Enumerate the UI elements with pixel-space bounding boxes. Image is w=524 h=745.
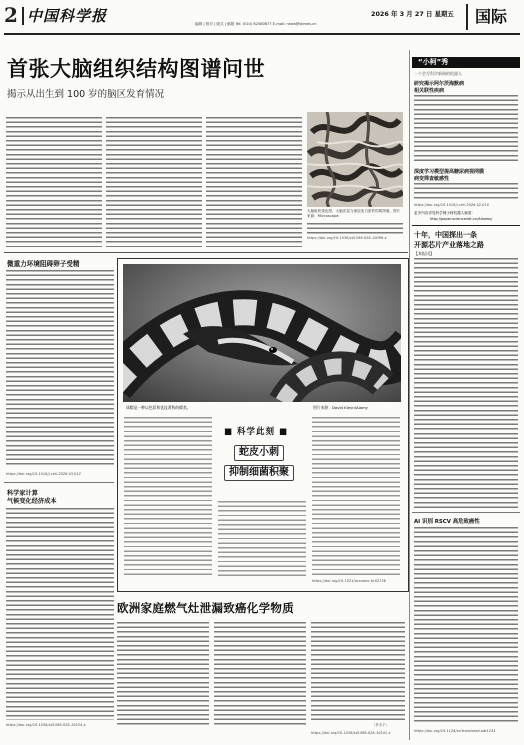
lead-headline: 首张大脑组织结构图谱问世 (7, 57, 265, 81)
sidebar-story-headline-1: 十年，中国探出一条 (414, 231, 477, 239)
snake-photo (123, 264, 401, 402)
column-rule (409, 50, 410, 740)
feature-box (117, 258, 409, 592)
brief1-source: https://doi.org/10.1016/j.cell.2026.03.012 (6, 472, 81, 476)
sidebar-item2-text (414, 183, 518, 201)
feature-text-col-2 (218, 501, 306, 577)
issue-date: 2026 年 3 月 27 日 星期五 (371, 10, 454, 18)
lead-subhead: 揭示从出生到 100 岁的脑区发育情况 (7, 89, 165, 100)
snake-photo-caption: 球蟒是一种以色彩和花纹著称的蟒类。 (126, 405, 191, 410)
sidebar-url-label: 更多内容详见科学网小柯机器人频道： (414, 211, 476, 215)
brain-image-caption: 大脑组织染色图，大脑皮层与深层灰白质的结构图谱。图片来源：Microscape (307, 209, 401, 218)
brief2-text (6, 508, 114, 720)
feature-title-line2: 抑制细菌积聚 (224, 465, 294, 481)
brief1-text (6, 270, 114, 468)
snake-photo-credit: 图片来源：David Kleyn/Alamy (313, 405, 368, 410)
sidebar-source1: https://doi.org/10.1016/j.cell.2026.02.010 (414, 203, 489, 207)
section-block (466, 4, 468, 30)
sidebar-ai-source: https://doi.org/10.1126/scitranslmed.adr1234 (414, 729, 496, 733)
feature-title-line1: 蛇皮小刺 (234, 445, 284, 461)
brain-image (307, 112, 403, 207)
bottom-headline: 欧洲家庭燃气灶泄漏致癌化学物质 (117, 601, 294, 615)
feature-column-tag: ■ 科学此刻 ■ (224, 427, 288, 437)
sidebar-column-sub: 一个会写科学新闻的机器人 (414, 71, 462, 76)
page-number: 2 (4, 3, 18, 27)
lead-source: https://doi.org/10.1038/s41586-026-10099-x (307, 236, 387, 240)
sidebar-ai-text (414, 527, 518, 723)
sidebar-ai-headline: AI 识别 RSCV 高危致癌性 (414, 519, 480, 525)
bottom-text-col-2 (214, 622, 306, 728)
section-label: 国际 (475, 7, 508, 26)
sidebar-rule-1 (412, 225, 520, 226)
sidebar-item1-title: 研究揭示阿尔茨海默病 (414, 81, 465, 87)
feature-text-col-1 (124, 417, 212, 577)
sidebar-item2-line1: 病变筛查敏感性 (414, 176, 450, 182)
bottom-text-col-1 (117, 622, 209, 728)
lead-text-col-2 (106, 117, 202, 247)
bottom-source: https://doi.org/10.1038/s41586-026-10241-z (311, 731, 391, 735)
masthead-divider (22, 7, 24, 25)
feature-title-box (218, 443, 306, 489)
brief2-headline-line2: 气候变化经济成本 (7, 498, 57, 505)
bottom-text-col-3 (311, 622, 405, 722)
feature-source: https://doi.org/10.1021/acsnano.6c02736 (312, 579, 386, 583)
paper-name: 中国科学报 (27, 7, 108, 25)
brief1-headline: 微重力环境阻碍卵子受精 (7, 260, 80, 268)
lead-text-col-4 (307, 223, 403, 235)
sidebar-story-text (414, 258, 518, 508)
lead-bottom-rule (4, 252, 408, 253)
lead-text-col-3 (206, 117, 302, 247)
masthead-rule (4, 33, 520, 35)
brief-divider (4, 482, 114, 483)
sidebar-url[interactable]: http://paper.sciencenet.cn/AInews/ (430, 217, 493, 221)
sidebar-story-dateline: 【本报讯】 (414, 251, 434, 256)
sidebar-item2-title: 深度学习模型提高糖尿病视网膜 (414, 169, 485, 175)
sidebar-column-title: “小柯”秀 (418, 58, 449, 66)
brief2-headline: 科学家计算 (7, 490, 38, 497)
sidebar-story-headline-2: 开源芯片产业落地之路 (414, 241, 484, 249)
editors-line: 编辑 | 校对 | 版式 | 邮箱 Tel: (010) 62580677 E-mail: news@stimes.cn (195, 22, 317, 26)
sidebar-item1-line1: 相关联性疾病 (414, 88, 445, 94)
sidebar-rule-2 (412, 512, 520, 513)
sidebar-item1-text (414, 95, 518, 163)
feature-text-col-3 (312, 417, 400, 577)
lead-text-col-1 (6, 117, 102, 247)
bottom-author-tag: （李木子） (372, 723, 389, 727)
brief2-source: https://doi.org/10.1038/s41586-026-10234-x (6, 723, 86, 727)
